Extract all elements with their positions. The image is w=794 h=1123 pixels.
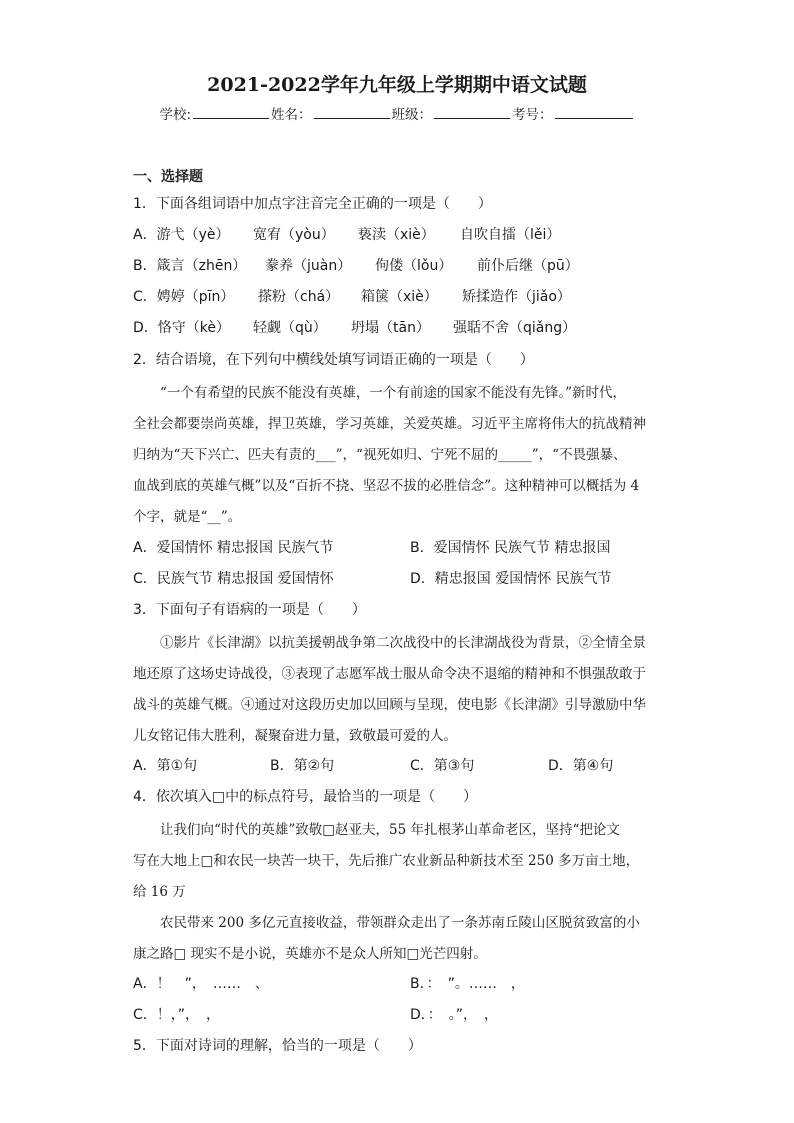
name-blank (314, 104, 390, 119)
q3-option-d: D．第④句 (548, 758, 614, 774)
q2-passage-line: 归纳为“天下兴亡、匹夫有责的___”，“视死如归、宁死不屈的_____”，“不畏强暴、 (133, 447, 627, 463)
name-label: 姓名： (271, 107, 312, 123)
q5-stem: 5．下面对诗词的理解，恰当的一项是（ ） (133, 1038, 422, 1054)
q4-option-d: D．： 。”， ， (410, 1007, 499, 1023)
q3-passage-line: ①影片《长津湖》以抗美援朝战争第二次战役中的长津湖战役为背景，②全情全景 (160, 635, 646, 651)
class-blank (434, 104, 510, 119)
q1-option-b-3: 佝偻（lǒu） (375, 258, 453, 274)
q4-passage-line: 农民带来 200 多亿元直接收益，带领群众走出了一条苏南丘陵山区脱贫致富的小 (160, 915, 640, 931)
q3-passage-line: 儿女铭记伟大胜利，凝聚奋进力量，致敬最可爱的人。 (133, 728, 457, 744)
q2-stem: 2．结合语境，在下列句中横线处填写词语正确的一项是（ ） (133, 352, 534, 368)
q4-passage-line: 给 16 万 (133, 884, 186, 900)
q1-option-b-2: 豢养（juàn） (265, 258, 352, 274)
q1-option-c-1: C．娉婷（pīn） (133, 289, 235, 305)
q1-option-d-1: D．恪守（kè） (133, 320, 231, 336)
q1-option-b-4: 前仆后继（pū） (477, 258, 579, 274)
q1-option-d-3: 坍塌（tān） (351, 320, 430, 336)
q2-passage-line: 全社会都要崇尚英雄，捍卫英雄，学习英雄，关爱英雄。习近平主席将伟大的抗战精神 (133, 416, 646, 432)
school-blank (193, 104, 269, 119)
q2-option-b: B．爱国情怀 民族气节 精忠报国 (410, 540, 611, 556)
school-label: 学校: (159, 107, 192, 123)
q2-passage-line: 血战到底的英雄气概”以及“百折不挠、坚忍不拔的必胜信念”。这种精神可以概括为 4 (133, 478, 640, 494)
q3-passage-line: 战斗的英雄气概。④通过对这段历史加以回顾与呈现，使电影《长津湖》引导激励中华 (133, 697, 646, 713)
q1-option-c-2: 搽粉（chá） (258, 289, 340, 305)
q3-option-b: B．第②句 (270, 758, 335, 774)
q4-option-a: A．！ ”， …… 、 (133, 976, 269, 992)
q4-option-b: B．： ”。…… ， (410, 976, 525, 992)
q4-passage-line: 写在大地上□和农民一块苦一块干，先后推广农业新品种新技术至 250 多万亩土地， (133, 853, 640, 869)
q4-passage-line: 让我们向“时代的英雄”致敬□赵亚夫，55 年扎根茅山革命老区，坚持“把论文 (160, 822, 620, 838)
q4-passage-line: 康之路□ 现实不是小说，英雄亦不是众人所知□光芒四射。 (133, 946, 487, 962)
q4-stem: 4．依次填入□中的标点符号，最恰当的一项是（ ） (133, 789, 478, 805)
q2-option-d: D．精忠报国 爱国情怀 民族气节 (410, 571, 612, 587)
q1-option-a-2: 宽宥（yòu） (253, 227, 335, 243)
q3-stem: 3．下面句子有语病的一项是（ ） (133, 602, 366, 618)
student-info-line (0, 103, 794, 123)
q1-option-a-4: 自吹自擂（lěi） (460, 227, 561, 243)
number-blank (555, 104, 633, 119)
q2-passage-line: 个字，就是“__”。 (133, 509, 242, 525)
q1-option-c-3: 箱箧（xiè） (361, 289, 438, 305)
q2-option-c: C．民族气节 精忠报国 爱国情怀 (133, 571, 334, 587)
q3-passage-line: 地还原了这场史诗战役，③表现了志愿军战士服从命令决不退缩的精神和不惧强敌敢于 (133, 666, 646, 682)
q3-option-a: A．第①句 (133, 758, 198, 774)
q3-option-c: C．第③句 (410, 758, 475, 774)
q2-option-a: A．爱国情怀 精忠报国 民族气节 (133, 540, 334, 556)
section-heading: 一、选择题 (133, 169, 203, 185)
q1-option-a-1: A．游弋（yè） (133, 227, 230, 243)
class-label: 班级： (391, 107, 433, 123)
number-label: 考号： (512, 107, 553, 123)
q1-option-d-2: 轻觑（qù） (253, 320, 327, 336)
q1-option-c-4: 矫揉造作（jiǎo） (462, 289, 571, 305)
q2-passage-line: “一个有希望的民族不能没有英雄，一个有前途的国家不能没有先锋。”新时代， (160, 385, 627, 401)
q1-stem: 1．下面各组词语中加点字注音完全正确的一项是（ ） (133, 196, 492, 212)
q1-option-a-3: 亵渎（xiè） (358, 227, 435, 243)
exam-title: 2021-2022学年九年级上学期期中语文试题 (207, 74, 587, 96)
q1-option-b-1: B．箴言（zhēn） (133, 258, 247, 274)
q4-option-c: C．！，”， ， (133, 1007, 221, 1023)
q1-option-d-4: 强聒不舍（qiǎng） (453, 320, 577, 336)
